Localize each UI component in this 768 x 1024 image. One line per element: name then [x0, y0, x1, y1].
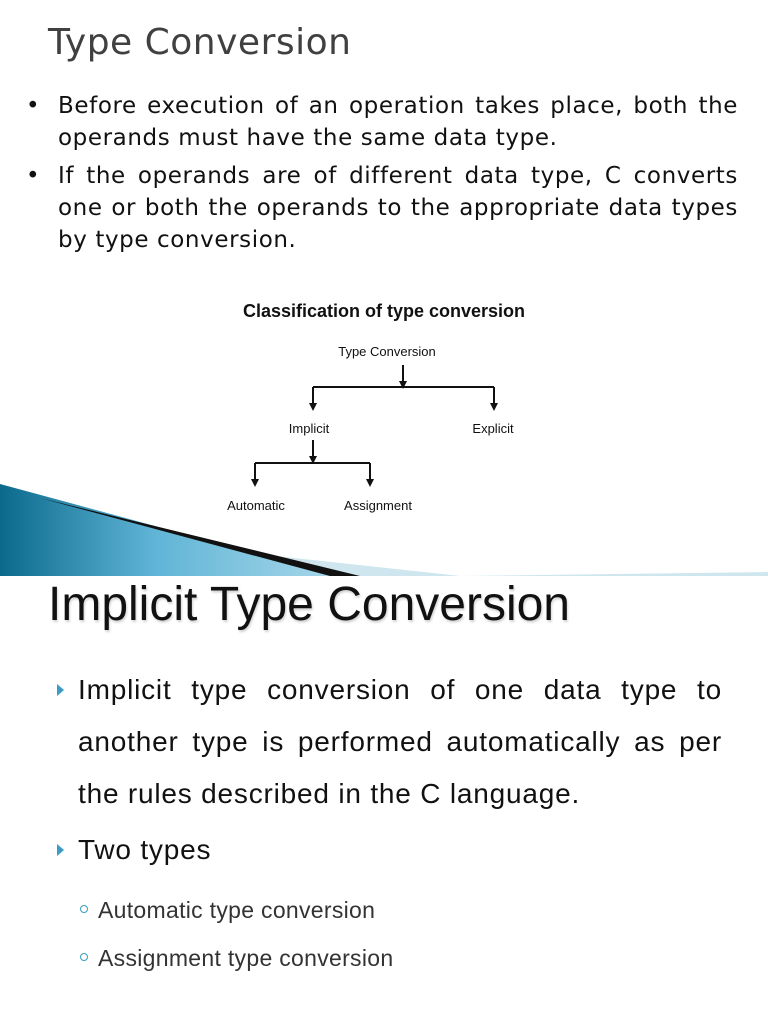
bullet-text: If the operands are of different data type, C converts one or both the operands to the appropriate data types by type conversion. — [58, 163, 738, 253]
bullet-list — [54, 664, 722, 982]
diagram-node-root: Type Conversion — [338, 344, 436, 359]
bullet-text: Implicit type conversion of one data type to another type is performed automatically as per the rules described in the C language. — [78, 674, 722, 809]
bullet-dot-icon: • — [26, 93, 41, 119]
sub-bullet-item — [78, 934, 722, 982]
bullet-item — [54, 664, 722, 820]
circle-icon — [80, 905, 88, 913]
slide-implicit-type-conversion — [0, 576, 768, 1024]
triangle-right-icon — [57, 844, 64, 856]
diagram-title: Classification of type conversion — [242, 301, 526, 321]
slide-title: Type Conversion — [48, 22, 352, 63]
diagram-node-explicit: Explicit — [472, 421, 514, 436]
diagram-node-implicit: Implicit — [288, 421, 330, 436]
bullet-text: Two types — [78, 834, 212, 865]
sub-bullet-text: Assignment type conversion — [98, 945, 394, 971]
triangle-right-icon — [57, 684, 64, 696]
sub-bullet-item — [78, 886, 722, 934]
bullet-dot-icon: • — [26, 163, 41, 189]
sub-bullet-text: Automatic type conversion — [98, 897, 376, 923]
diagram-node-assignment: Assignment — [344, 498, 412, 513]
arrowhead-icon — [309, 403, 317, 411]
decorative-ribbon — [0, 484, 768, 576]
sub-bullet-list — [78, 886, 722, 982]
diagram-node-automatic: Automatic — [227, 498, 285, 513]
arrowhead-icon — [490, 403, 498, 411]
bullet-text: Before execution of an operation takes place, both the operands must have the same data type. — [58, 93, 738, 151]
bullet-item — [54, 824, 722, 982]
circle-icon — [80, 953, 88, 961]
slide-title: Implicit Type Conversion — [48, 578, 570, 631]
